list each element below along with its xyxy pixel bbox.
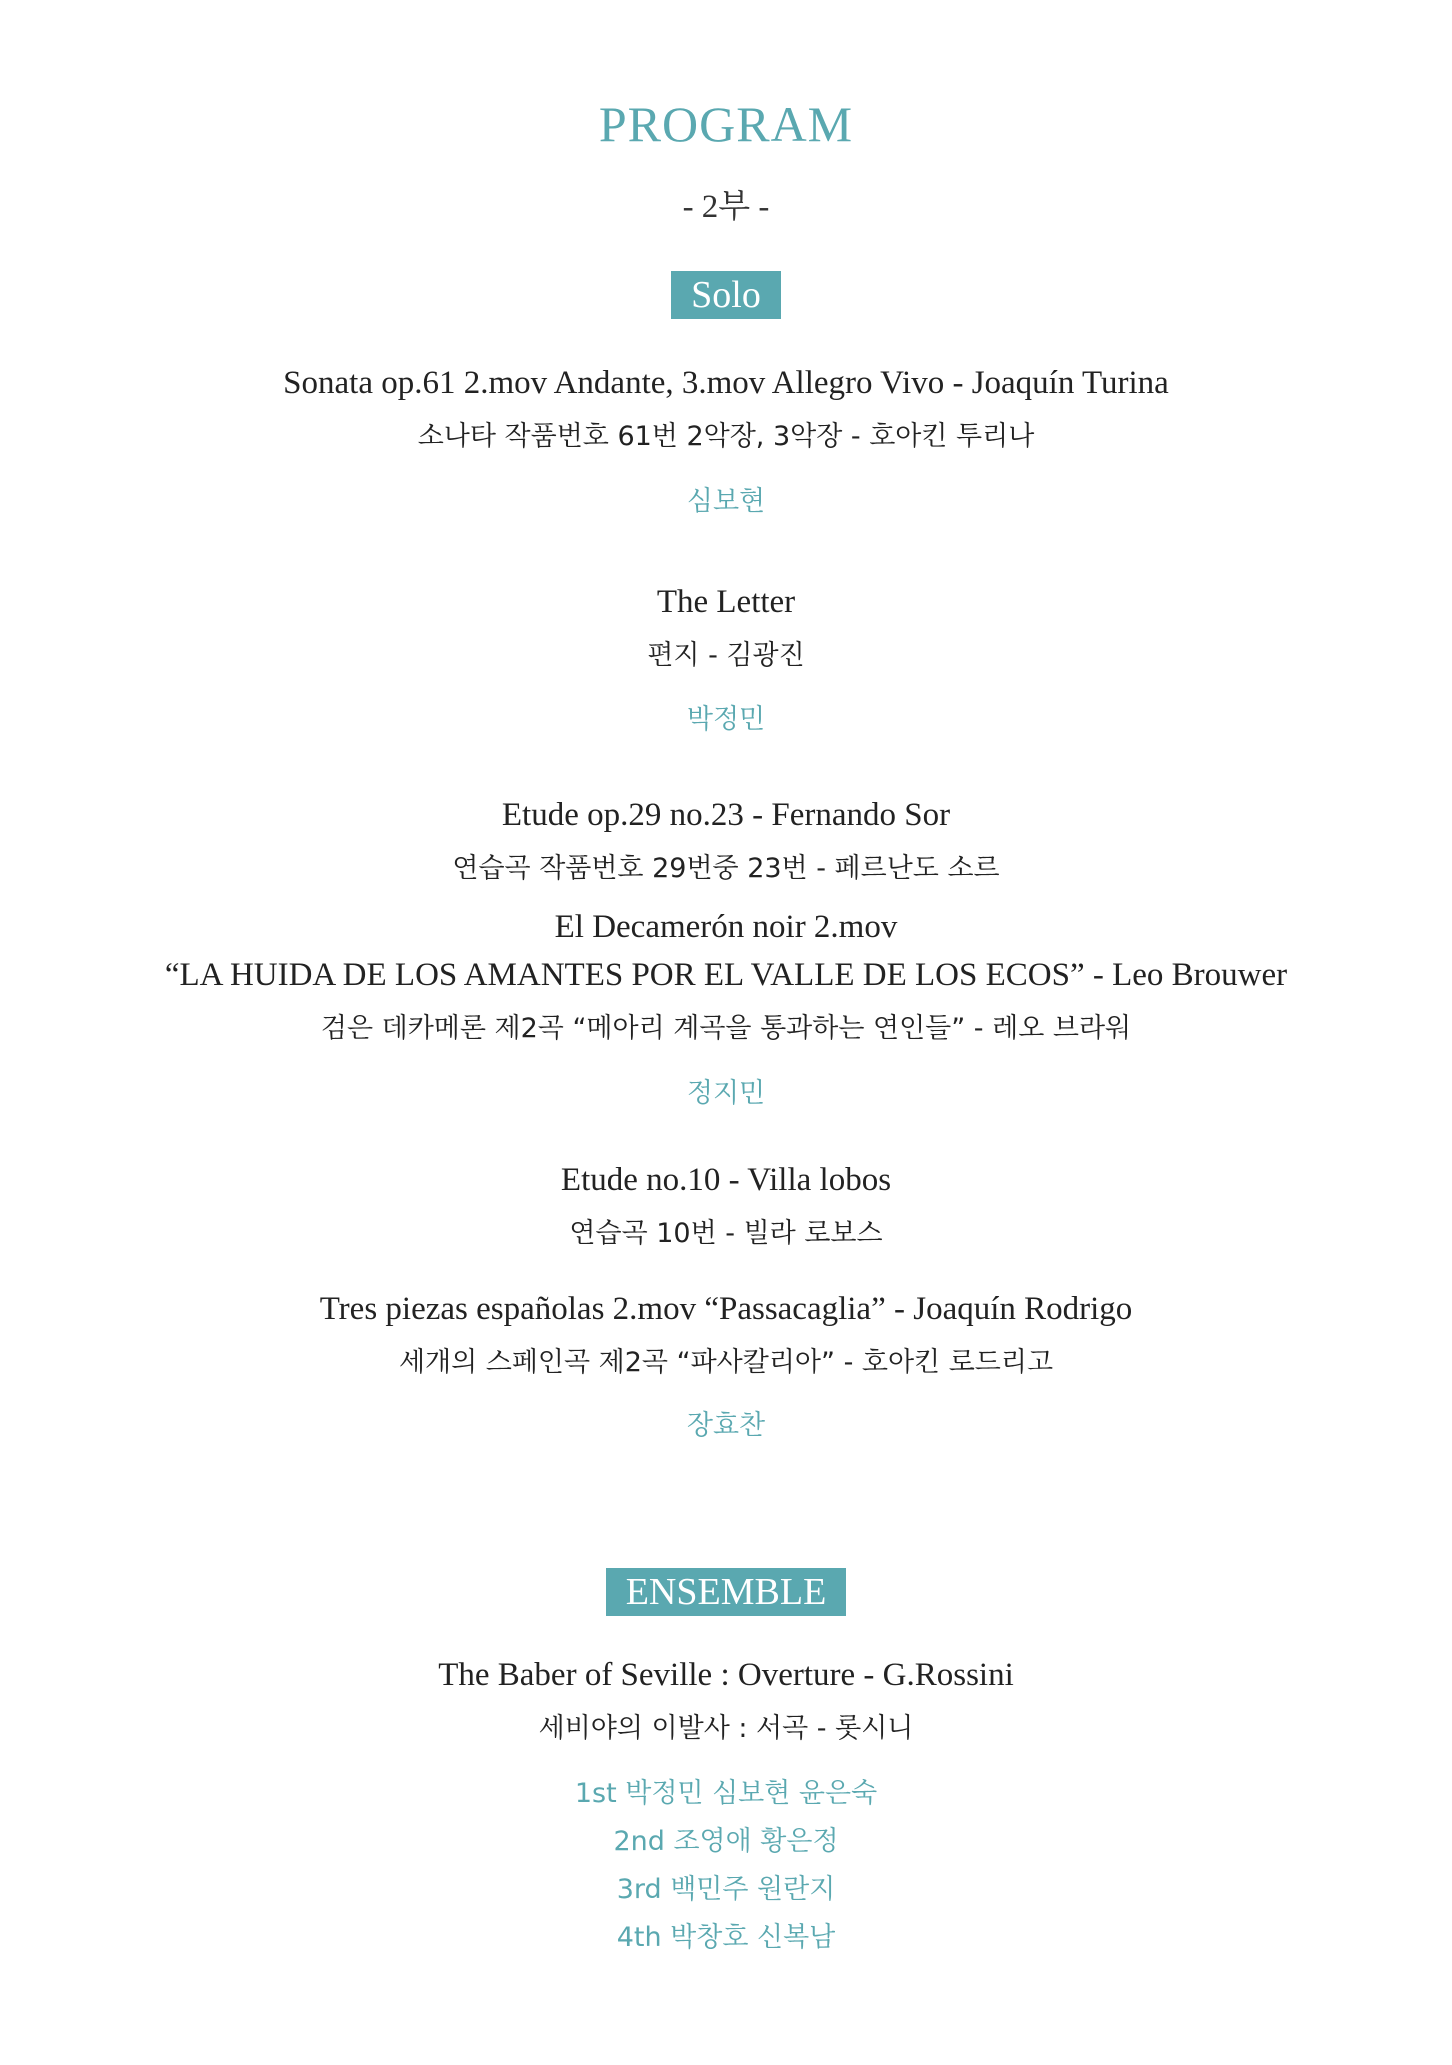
ensemble-section-header [0, 1568, 1452, 1616]
ensemble-part-2nd: 2nd 조영애 황은정 [613, 1826, 839, 1857]
piece-title-ko: 편지 - 김광진 [647, 640, 805, 671]
piece-title-ko: 검은 데카메론 제2곡 “메아리 계곡을 통과하는 연인들” - 레오 브라워 [320, 1013, 1132, 1044]
program-title: PROGRAM [598, 96, 854, 152]
ensemble-piece-ko: 세비야의 이발사 : 서곡 - 롯시니 [538, 1713, 914, 1744]
ensemble-part-4th: 4th 박창호 신복남 [616, 1922, 836, 1953]
piece-title-en: El Decamerón noir 2.mov [554, 909, 898, 945]
piece-title-en: Etude no.10 - Villa lobos [560, 1162, 892, 1198]
piece-title-en: The Letter [656, 584, 796, 620]
piece-title-en: Tres piezas españolas 2.mov “Passacaglia” - Joaquín Rodrigo [319, 1291, 1133, 1327]
performer-name: 심보현 [686, 486, 766, 517]
piece-title-ko: 연습곡 10번 - 빌라 로보스 [569, 1218, 883, 1249]
ensemble-part-3rd: 3rd 백민주 원란지 [616, 1874, 836, 1905]
performer-name: 정지민 [686, 1078, 766, 1109]
ensemble-part-1st: 1st 박정민 심보현 윤은숙 [574, 1778, 878, 1809]
ensemble-piece-en: The Baber of Seville : Overture - G.Rossini [438, 1657, 1014, 1693]
piece-title-en: Sonata op.61 2.mov Andante, 3.mov Allegro Vivo - Joaquín Turina [283, 365, 1169, 401]
part-label: - 2부 - [682, 189, 770, 225]
piece-title-ko: 세개의 스페인곡 제2곡 “파사칼리아” - 호아킨 로드리고 [398, 1347, 1054, 1378]
solo-section-header [0, 271, 1452, 319]
ensemble-badge: ENSEMBLE [606, 1568, 847, 1616]
piece-subtitle-en: “LA HUIDA DE LOS AMANTES POR EL VALLE DE LOS ECOS” - Leo Brouwer [164, 957, 1288, 993]
piece-title-en: Etude op.29 no.23 - Fernando Sor [501, 797, 951, 833]
performer-name: 장효찬 [686, 1410, 766, 1441]
performer-name: 박정민 [686, 704, 766, 735]
piece-title-ko: 연습곡 작품번호 29번중 23번 - 페르난도 소르 [452, 853, 1000, 884]
solo-badge: Solo [671, 271, 781, 319]
piece-title-ko: 소나타 작품번호 61번 2악장, 3악장 - 호아킨 투리나 [417, 421, 1035, 452]
